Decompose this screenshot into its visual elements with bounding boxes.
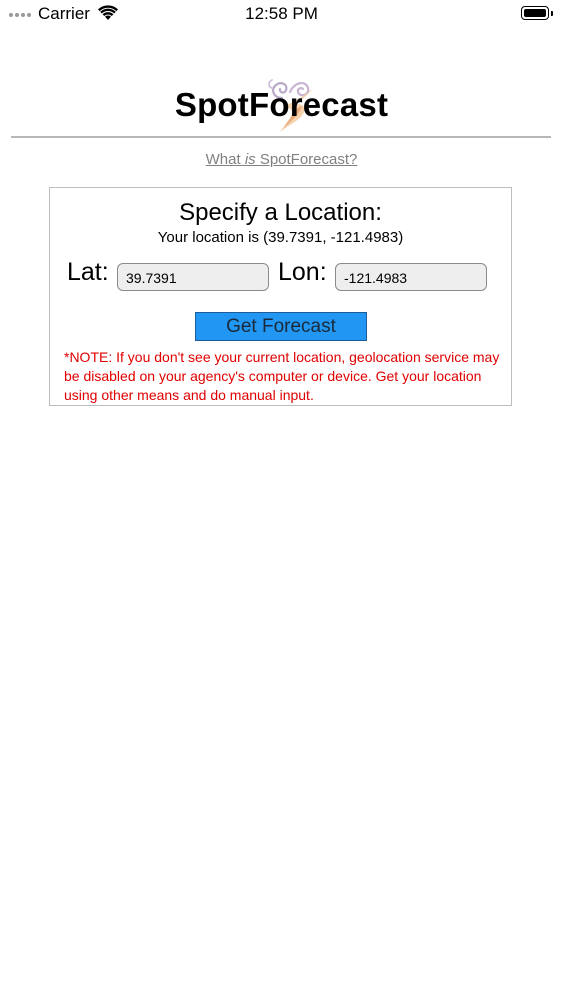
geolocation-note: *NOTE: If you don't see your current location, geolocation service may be disabled on your agency's computer or device. Get your location using other means and do manual input. bbox=[64, 349, 500, 403]
what-is-link[interactable] bbox=[0, 151, 563, 168]
what-is-link-text[interactable] bbox=[206, 151, 358, 168]
get-forecast-button[interactable]: Get Forecast bbox=[195, 312, 367, 341]
battery-icon bbox=[521, 6, 553, 21]
lon-label: Lon: bbox=[278, 258, 327, 286]
what-is-suffix: SpotForecast? bbox=[255, 151, 358, 168]
clock: 12:58 PM bbox=[245, 4, 318, 23]
what-is-emphasis: is bbox=[244, 151, 256, 168]
header-divider bbox=[11, 136, 551, 138]
what-is-prefix: What bbox=[205, 151, 245, 168]
status-bar bbox=[0, 0, 563, 30]
lat-label: Lat: bbox=[67, 258, 109, 286]
lon-input[interactable] bbox=[335, 263, 487, 291]
lat-input[interactable] bbox=[117, 263, 269, 291]
header bbox=[0, 60, 563, 140]
app-title: SpotForecast bbox=[174, 86, 389, 123]
current-location-text: Your location is (39.7391, -121.4983) bbox=[157, 229, 404, 246]
form-title: Specify a Location: bbox=[179, 199, 382, 226]
carrier-label: Carrier bbox=[38, 4, 90, 23]
location-form bbox=[49, 187, 512, 406]
